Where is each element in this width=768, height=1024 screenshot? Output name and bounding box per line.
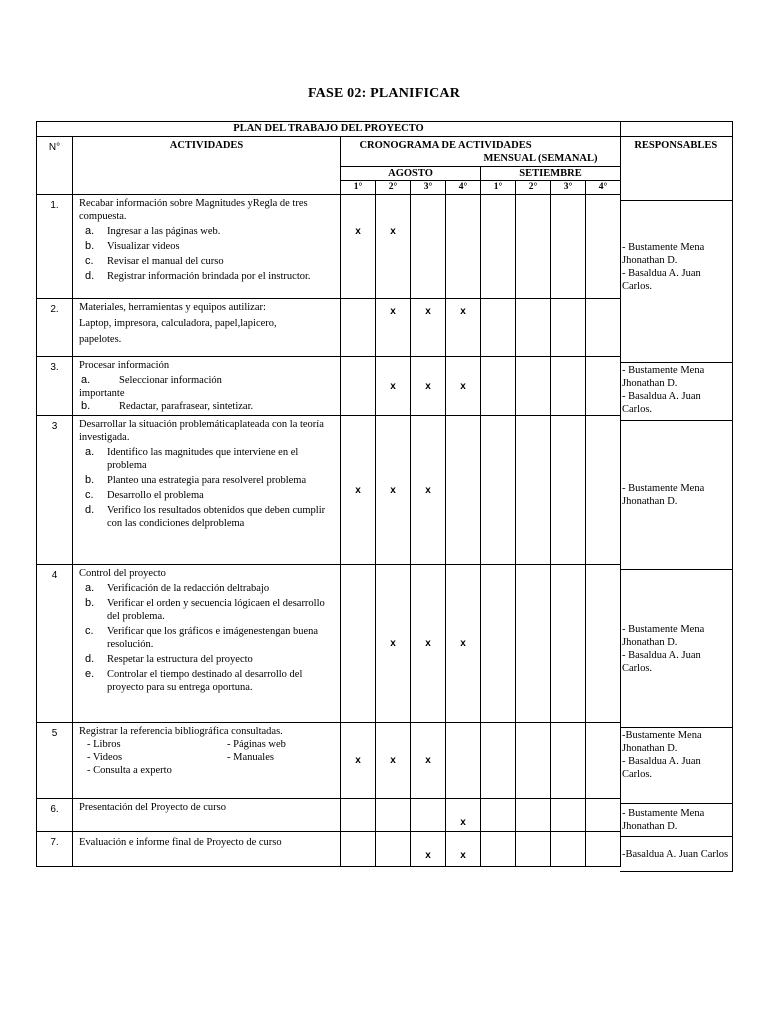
col-header-responsables: RESPONSABLES — [620, 137, 732, 201]
activity-title: Control del proyecto — [79, 568, 166, 579]
schedule-mark — [551, 416, 586, 565]
table-caption: PLAN DEL TRABAJO DEL PROYECTO — [37, 122, 621, 137]
activity-text: importante — [79, 388, 125, 399]
schedule-mark — [516, 299, 551, 357]
activity-title: Materiales, herramientas y equipos autilizar: — [79, 302, 266, 313]
schedule-mark — [586, 357, 621, 416]
row-number: 7. — [37, 832, 73, 867]
schedule-mark — [341, 299, 376, 357]
list-item: c. Verificar que los gráficos e imágenestengan buena resolución. — [85, 625, 319, 650]
responsables-cell: - Bustamente Mena Jhonathan D. — [620, 421, 732, 570]
list-item: a. Verificación de la redacción deltrabajo — [85, 582, 270, 594]
responsables-cell: - Bustamente Mena Jhonathan D. — [620, 804, 732, 837]
schedule-mark: x — [411, 416, 446, 565]
schedule-mark: x — [411, 357, 446, 416]
list-item: a. Identifico las magnitudes que interviene en el problema — [85, 446, 299, 471]
schedule-mark: x — [411, 565, 446, 723]
activity-cell — [73, 195, 341, 299]
schedule-mark: x — [411, 832, 446, 867]
responsables-cell: - Bustamente Mena Jhonathan D. - Basaldua A. Juan Carlos. — [620, 570, 732, 728]
list-item: - Videos — [87, 752, 123, 763]
activity-title: Presentación del Proyecto de curso — [79, 802, 226, 813]
schedule-mark — [551, 195, 586, 299]
schedule-mark: x — [376, 357, 411, 416]
col-header-cronograma — [341, 137, 621, 167]
schedule-mark: x — [446, 832, 481, 867]
schedule-mark: x — [376, 723, 411, 799]
list-item: b. Redactar, parafrasear, sintetizar. — [81, 400, 254, 412]
list-item: d. Verifico los resultados obtenidos que deben cumplir con las condiciones delproblema — [85, 504, 326, 529]
list-item: - Libros — [87, 739, 121, 750]
schedule-mark: x — [376, 416, 411, 565]
list-item: d. Respetar la estructura del proyecto — [85, 653, 253, 665]
activity-text: papelotes. — [79, 334, 122, 345]
schedule-mark — [446, 416, 481, 565]
week-header: 1° — [481, 181, 516, 195]
schedule-mark — [411, 195, 446, 299]
schedule-mark — [516, 723, 551, 799]
schedule-mark — [551, 565, 586, 723]
page-title: FASE 02: PLANIFICAR — [307, 86, 461, 101]
schedule-mark — [516, 799, 551, 832]
activity-cell — [73, 357, 341, 416]
schedule-mark — [516, 357, 551, 416]
schedule-mark: x — [446, 299, 481, 357]
schedule-mark — [376, 832, 411, 867]
activity-title: Registrar la referencia bibliográfica consultadas. — [79, 726, 283, 737]
activity-cell — [73, 416, 341, 565]
schedule-mark — [586, 799, 621, 832]
schedule-mark — [586, 195, 621, 299]
project-plan-table — [36, 121, 621, 867]
responsables-cell: - Bustamente Mena Jhonathan D. - Basaldua A. Juan Carlos. — [620, 363, 732, 421]
schedule-mark — [551, 832, 586, 867]
schedule-mark — [586, 832, 621, 867]
activity-cell — [73, 299, 341, 357]
col-header-actividades: ACTIVIDADES — [73, 137, 341, 195]
activity-title: Desarrollar la situación problemáticaplateada con la teoría investigada. — [79, 419, 324, 443]
activity-text: Laptop, impresora, calculadora, papel,lapicero, — [79, 318, 277, 329]
table-row — [37, 195, 621, 299]
table-row — [37, 565, 621, 723]
schedule-mark — [481, 357, 516, 416]
row-number: 5 — [37, 723, 73, 799]
schedule-mark: x — [411, 723, 446, 799]
schedule-mark — [376, 799, 411, 832]
schedule-mark — [551, 799, 586, 832]
schedule-mark — [586, 299, 621, 357]
responsables-column — [620, 121, 733, 872]
list-item: b. Planteo una estrategia para resolverel problema — [85, 474, 307, 486]
table-row — [37, 832, 621, 867]
week-header: 2° — [516, 181, 551, 195]
schedule-mark: x — [341, 723, 376, 799]
schedule-mark: x — [341, 416, 376, 565]
row-number: 1. — [37, 195, 73, 299]
month-setiembre: SETIEMBRE — [481, 167, 621, 181]
week-header: 3° — [551, 181, 586, 195]
responsables-cell: - Bustamente Mena Jhonathan D. - Basaldua A. Juan Carlos. — [620, 201, 732, 363]
schedule-mark: x — [446, 565, 481, 723]
schedule-mark — [551, 357, 586, 416]
schedule-mark — [586, 723, 621, 799]
schedule-mark — [341, 832, 376, 867]
week-header: 4° — [586, 181, 621, 195]
activity-title: Procesar información — [79, 360, 170, 371]
schedule-mark — [446, 195, 481, 299]
reference-list — [87, 738, 336, 777]
schedule-mark — [341, 357, 376, 416]
schedule-mark — [516, 832, 551, 867]
schedule-mark — [586, 565, 621, 723]
row-number: 3 — [37, 416, 73, 565]
schedule-mark — [551, 723, 586, 799]
table-row — [37, 799, 621, 832]
activity-title: Evaluación e informe final de Proyecto de curso — [79, 837, 282, 848]
schedule-mark — [586, 416, 621, 565]
row-number: 4 — [37, 565, 73, 723]
activity-cell — [73, 832, 341, 867]
schedule-mark: x — [446, 799, 481, 832]
schedule-mark: x — [446, 357, 481, 416]
col-header-number: N° — [37, 137, 73, 195]
list-item: b. Verificar el orden y secuencia lógicaen el desarrollo del problema. — [85, 597, 325, 622]
list-item: c. Revisar el manual del curso — [85, 255, 224, 267]
schedule-mark — [481, 799, 516, 832]
schedule-mark — [516, 195, 551, 299]
schedule-mark: x — [376, 195, 411, 299]
schedule-mark — [481, 195, 516, 299]
responsables-cell: -Basaldua A. Juan Carlos — [620, 837, 732, 872]
table-row — [37, 357, 621, 416]
list-item: - Manuales — [227, 752, 274, 763]
row-number: 3. — [37, 357, 73, 416]
activity-cell — [73, 799, 341, 832]
schedule-mark — [411, 799, 446, 832]
schedule-mark — [481, 832, 516, 867]
list-item: c. Desarrollo el problema — [85, 489, 204, 501]
activity-cell — [73, 565, 341, 723]
list-item: - Páginas web — [227, 739, 286, 750]
list-item: d. Registrar información brindada por el instructor. — [85, 270, 311, 282]
cronograma-line-1: CRONOGRAMA DE ACTIVIDADES — [359, 140, 532, 151]
table-row — [37, 299, 621, 357]
activity-cell — [73, 723, 341, 799]
cronograma-line-2: MENSUAL (SEMANAL) — [483, 153, 598, 164]
activity-title: Recabar información sobre Magnitudes yRegla de tres compuesta. — [79, 198, 308, 222]
schedule-mark — [481, 299, 516, 357]
schedule-mark — [516, 565, 551, 723]
row-number: 2. — [37, 299, 73, 357]
schedule-mark — [481, 565, 516, 723]
week-header: 4° — [446, 181, 481, 195]
schedule-mark — [446, 723, 481, 799]
week-header: 3° — [411, 181, 446, 195]
week-header: 2° — [376, 181, 411, 195]
month-agosto: AGOSTO — [341, 167, 481, 181]
table-row — [37, 723, 621, 799]
schedule-mark — [341, 565, 376, 723]
schedule-mark — [551, 299, 586, 357]
list-item: - Consulta a experto — [87, 765, 172, 776]
schedule-mark: x — [341, 195, 376, 299]
row-number: 6. — [37, 799, 73, 832]
schedule-mark — [481, 416, 516, 565]
caption-continuation — [620, 122, 732, 137]
schedule-mark — [341, 799, 376, 832]
responsables-cell: -Bustamente Mena Jhonathan D. - Basaldua A. Juan Carlos. — [620, 728, 732, 804]
week-header: 1° — [341, 181, 376, 195]
list-item: e. Controlar el tiempo destinado al desarrollo del proyecto para su entrega oportuna. — [85, 668, 303, 693]
list-item: a. Seleccionar información — [81, 374, 222, 386]
schedule-mark — [516, 416, 551, 565]
list-item: b. Visualizar videos — [85, 240, 180, 252]
table-row — [37, 416, 621, 565]
list-item: a. Ingresar a las páginas web. — [85, 225, 221, 237]
schedule-mark: x — [376, 299, 411, 357]
schedule-mark: x — [376, 565, 411, 723]
schedule-mark: x — [411, 299, 446, 357]
schedule-mark — [481, 723, 516, 799]
